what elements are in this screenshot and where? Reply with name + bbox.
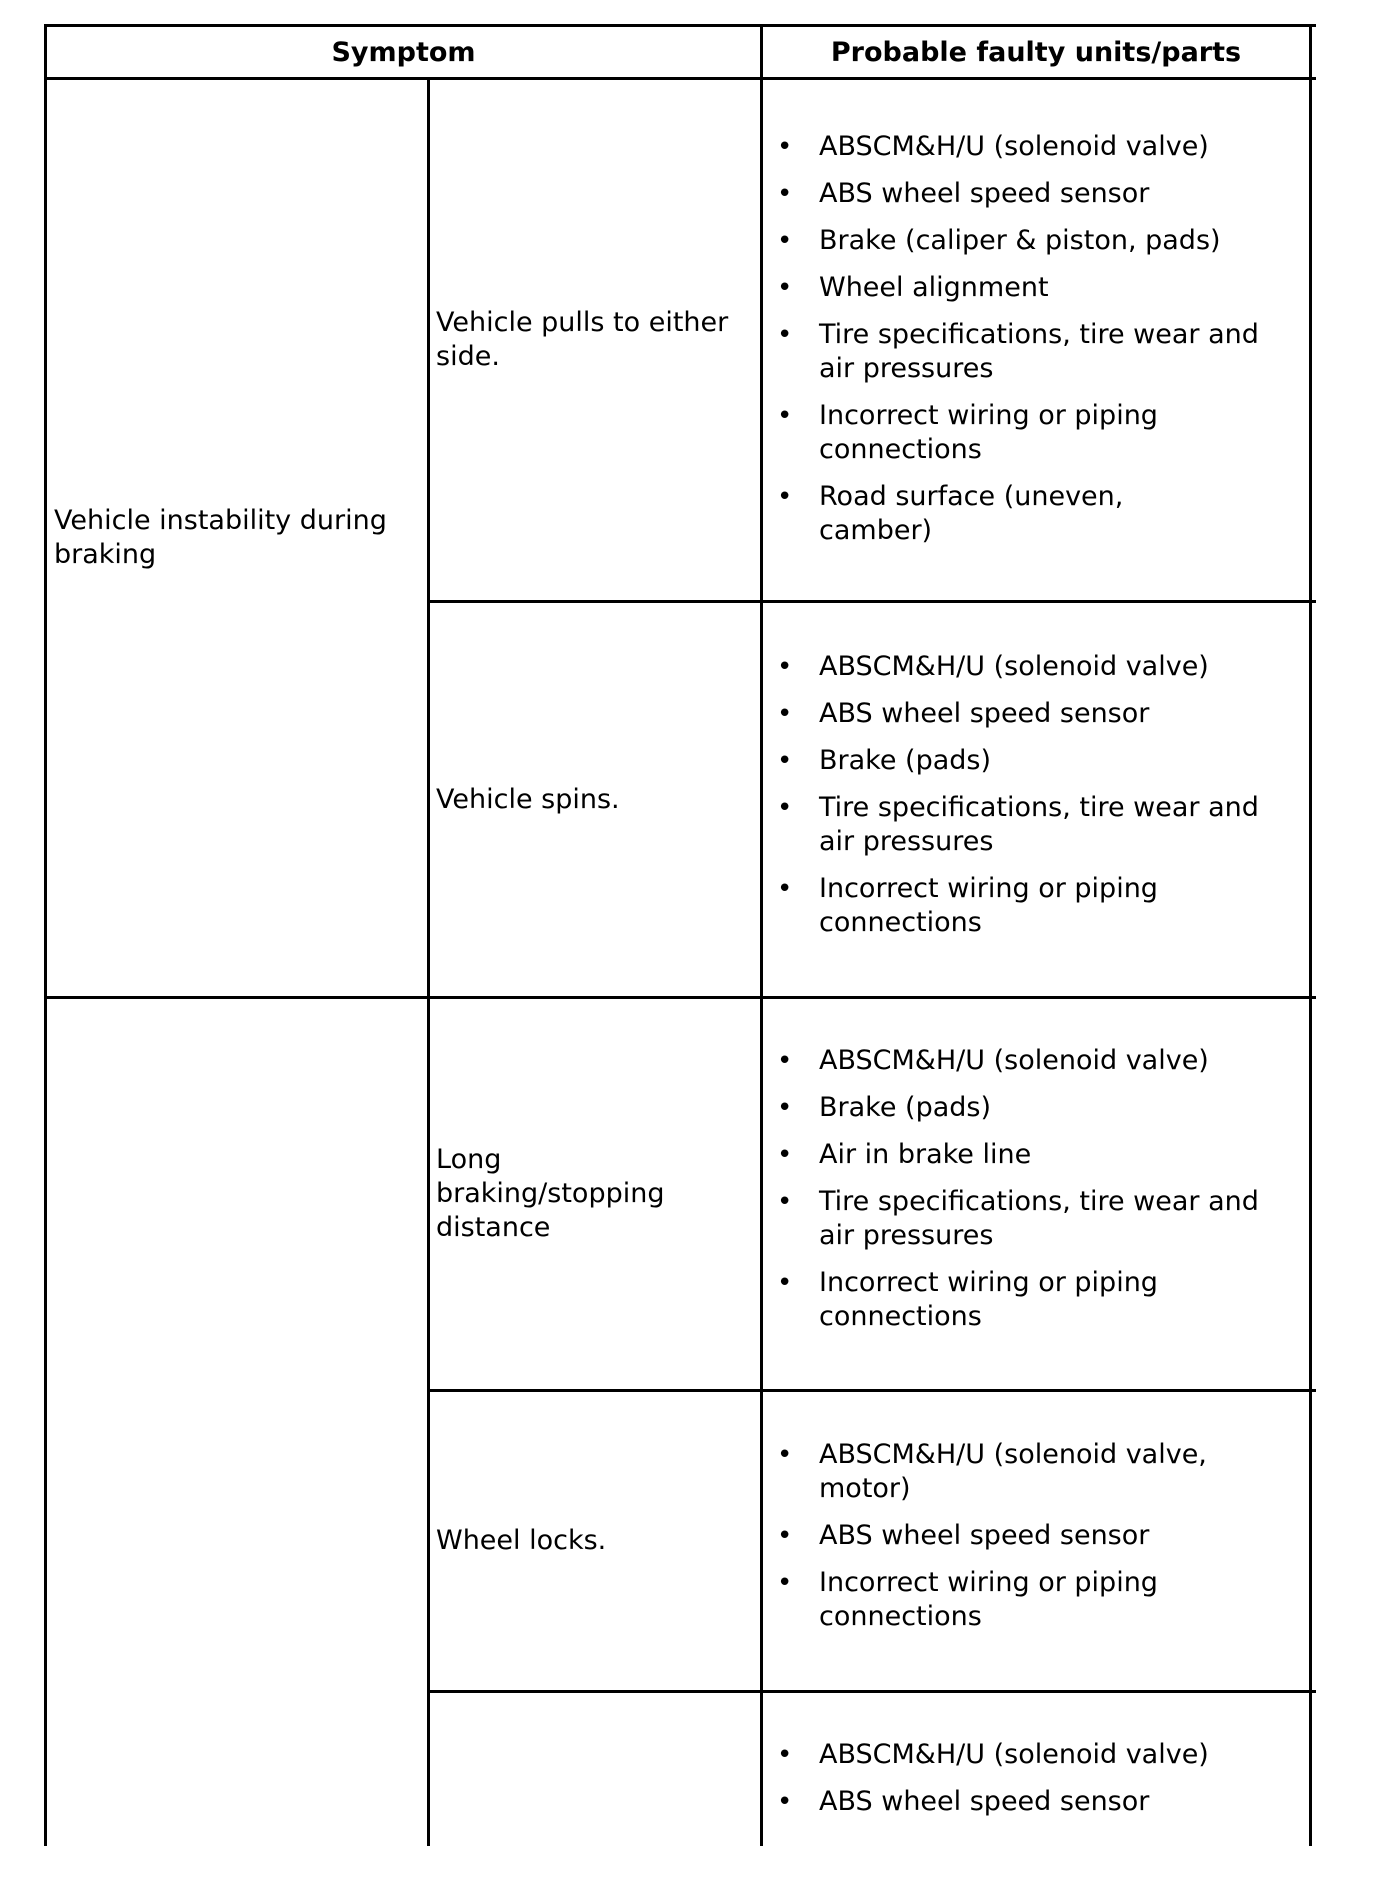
part-item: • Brake (pads) (763, 1091, 1309, 1125)
symptom-label: Vehicle pulls to either side. (436, 307, 729, 372)
part-item: • Tire specifications, tire wear and air pressures (763, 1185, 1309, 1253)
part-item: • ABS wheel speed sensor (763, 1519, 1309, 1553)
parts-cell (763, 650, 1309, 953)
symptom-cell (436, 603, 754, 996)
part-item: • Road surface (uneven, camber) (763, 480, 1309, 548)
part-item: • ABSCM&H/U (solenoid valve) (763, 1044, 1309, 1078)
header-symptom: Symptom (331, 36, 476, 68)
part-item: • ABSCM&H/U (solenoid valve) (763, 650, 1309, 684)
part-item: • ABSCM&H/U (solenoid valve, motor) (763, 1438, 1309, 1506)
header-parts: Probable faulty units/parts (830, 36, 1242, 68)
part-item: • ABSCM&H/U (solenoid valve) (763, 1738, 1309, 1772)
symptom-cell (436, 1693, 754, 1843)
parts-cell (763, 1438, 1309, 1647)
column-divider-sub (427, 78, 430, 1846)
part-item: • Brake (caliper & piston, pads) (763, 224, 1309, 258)
parts-cell (763, 1738, 1309, 1832)
part-item: • ABS wheel speed sensor (763, 1785, 1309, 1819)
symptom-label: Long braking/stopping distance (436, 1144, 665, 1243)
part-item: • Brake (pads) (763, 744, 1309, 778)
part-item: • Tire specifications, tire wear and air pressures (763, 791, 1309, 859)
part-item: • Incorrect wiring or piping connections (763, 1266, 1309, 1334)
category-cell (54, 80, 414, 996)
part-item: • ABSCM&H/U (solenoid valve) (763, 130, 1309, 164)
part-item: • Incorrect wiring or piping connections (763, 872, 1309, 940)
symptom-cell (436, 80, 754, 600)
category-label: Vehicle instability during braking (54, 505, 387, 570)
part-item: • Air in brake line (763, 1138, 1309, 1172)
symptom-label: Wheel locks. (436, 1525, 607, 1556)
part-item: • Incorrect wiring or piping connections (763, 399, 1309, 467)
parts-cell (763, 130, 1309, 561)
part-item: • Wheel alignment (763, 271, 1309, 305)
part-item: • ABS wheel speed sensor (763, 697, 1309, 731)
table-left-border (44, 24, 47, 1846)
symptom-cell (436, 999, 686, 1389)
part-item: • Incorrect wiring or piping connections (763, 1566, 1309, 1634)
part-item: • ABS wheel speed sensor (763, 177, 1309, 211)
table-right-border (1309, 24, 1312, 1846)
part-item: • Tire specifications, tire wear and air pressures (763, 318, 1309, 386)
symptom-label: Vehicle spins. (436, 783, 620, 815)
parts-cell (763, 1044, 1309, 1347)
symptom-cell (436, 1392, 754, 1690)
category-cell (54, 999, 414, 1846)
